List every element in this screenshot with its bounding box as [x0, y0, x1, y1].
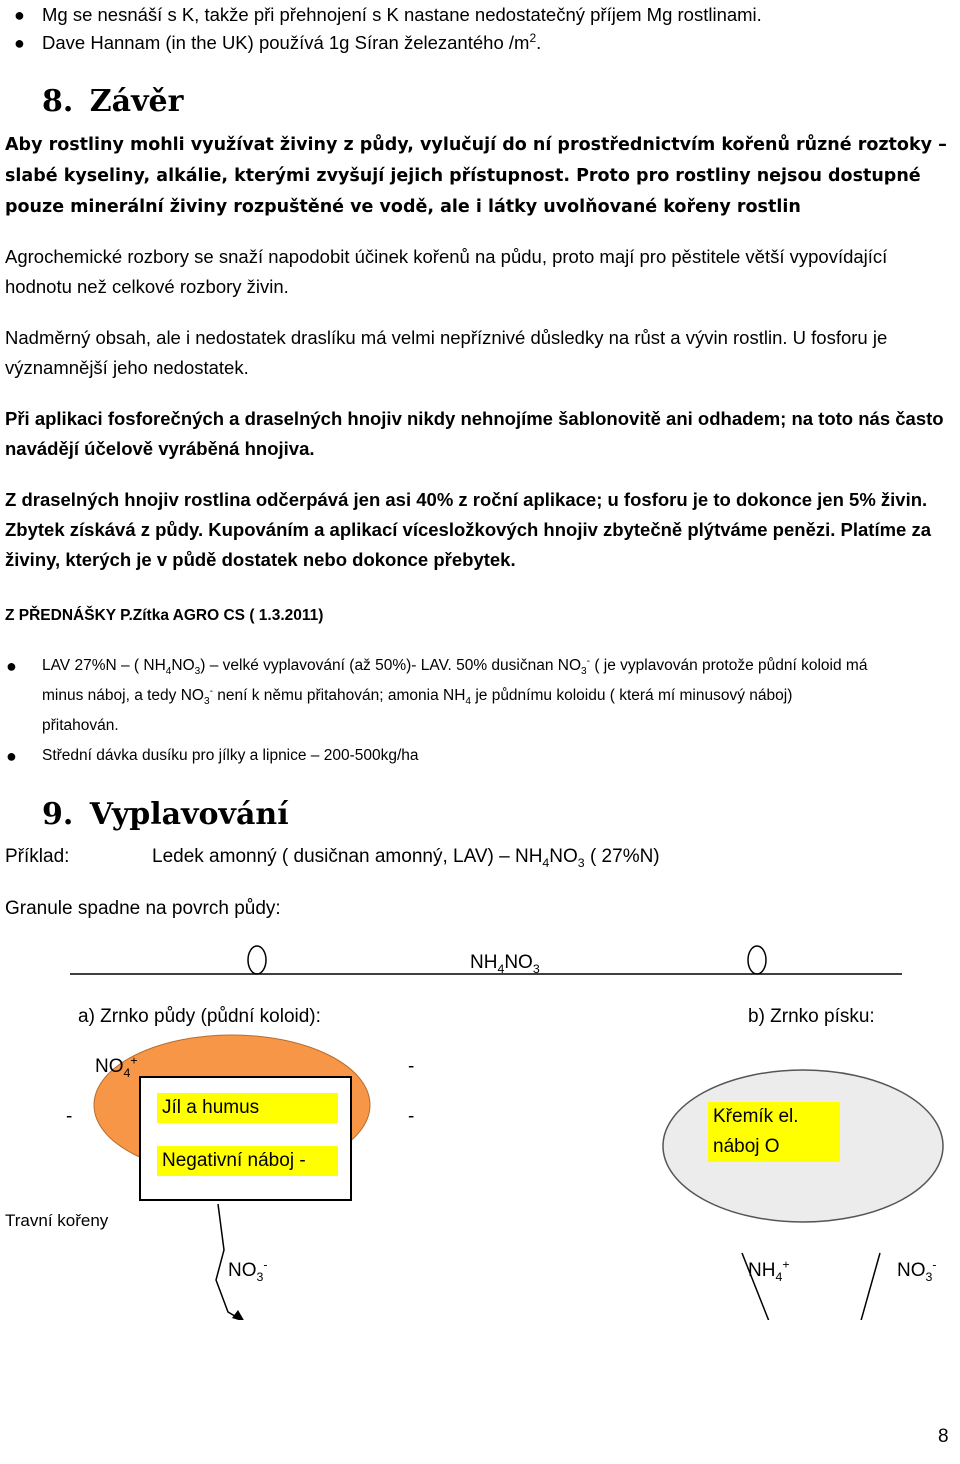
subscript: 4 [542, 855, 550, 870]
page-number: 8 [938, 1426, 949, 1447]
grass-roots-label: Travní kořeny [5, 1211, 109, 1230]
superscript: - [263, 1257, 268, 1272]
superscript: + [130, 1053, 138, 1068]
no4-label [95, 1052, 138, 1082]
section-number: 9. [42, 797, 74, 832]
subscript: 3 [532, 961, 540, 976]
text: minus náboj, a tedy NO [42, 687, 204, 704]
example-text [152, 842, 660, 872]
subscript: 3 [581, 666, 587, 678]
granule-formula [470, 948, 540, 978]
quartz-line-2: náboj O [713, 1136, 780, 1157]
subscript: 3 [194, 666, 201, 678]
granule-circle-right [748, 946, 766, 974]
text: NH [748, 1260, 776, 1281]
subscript: 3 [925, 1269, 933, 1284]
subscript: 4 [465, 696, 472, 708]
text: ( 27%N) [584, 846, 660, 867]
bullet-icon: ● [14, 33, 25, 53]
bullet-icon: ● [6, 746, 17, 766]
subscript: 4 [775, 1269, 783, 1284]
negative-charge-label: Negativní náboj - [157, 1146, 338, 1176]
nh4-label [748, 1256, 790, 1286]
label-b: b) Zrnko písku: [748, 1006, 875, 1027]
text: ( je vyplavován protože půdní koloid má [590, 657, 868, 674]
quartz-label [708, 1102, 840, 1162]
superscript: 2 [529, 30, 537, 45]
superscript: - [209, 685, 213, 697]
text: NO [897, 1260, 926, 1281]
subscript: 3 [203, 696, 210, 708]
no3-label-left [228, 1256, 268, 1286]
section-title: Závěr [89, 84, 184, 119]
subscript: 3 [256, 1269, 264, 1284]
text: NH [470, 952, 498, 973]
example-label: Příklad: [5, 846, 70, 867]
lecture-heading: Z PŘEDNÁŠKY P.Zítka AGRO CS ( 1.3.2011) [5, 607, 324, 624]
paragraph [5, 129, 954, 222]
minus-charge: - [408, 1106, 415, 1127]
text: ) – velké vyplavování (až 50%)- LAV. 50% dusičnan NO [200, 657, 582, 674]
section-heading [42, 795, 289, 835]
granule-text: Granule spadne na povrch půdy: [5, 898, 281, 919]
bullet-text: Střední dávka dusíku pro jílky a lipnice – 200-500kg/ha [42, 747, 419, 764]
superscript: - [586, 655, 591, 667]
text: Ledek amonný ( dusičnan amonný, LAV) – NH [152, 846, 543, 867]
subscript: 4 [123, 1065, 131, 1080]
subscript: 3 [577, 855, 585, 870]
text: není k němu přitahován; amonia NH [212, 687, 466, 704]
minus-charge: - [408, 1056, 415, 1077]
paragraph: Nadměrný obsah, ale i nedostatek draslíku má velmi nepříznivé důsledky na růst a vývin rostlin. U fosforu je významnější jeho nedostatek. [5, 327, 888, 378]
bullet-item [14, 28, 956, 58]
text: NO [549, 846, 578, 867]
paragraph: Agrochemické rozbory se snaží napodobit účinek kořenů na půdu, proto mají pro pěstitele větší vypovídající hodnotu než celkové rozbory živin. [5, 246, 888, 297]
superscript: + [782, 1257, 790, 1272]
text: NO [228, 1260, 257, 1281]
subscript: 4 [497, 961, 505, 976]
lav-line-1 [42, 651, 960, 681]
bullet-icon: ● [14, 5, 25, 25]
root-line-right [855, 1253, 880, 1320]
bullet-text: Mg se nesnáší s K, takže při přehnojení s K nastane nedostatečný příjem Mg rostlinami. [42, 4, 762, 25]
granule-circle-left [248, 946, 266, 974]
section-heading [42, 82, 183, 122]
minus-charge: - [66, 1106, 73, 1127]
text: NO [504, 952, 533, 973]
no3-label-right [897, 1256, 937, 1286]
paragraph-text: Proto pro rostliny nejsou dostupné pouze minerální živiny rozpuštěné ve vodě, ale i látky uvolňované kořeny rostlin [5, 166, 921, 217]
label-a: a) Zrnko půdy (půdní koloid): [78, 1006, 321, 1027]
superscript: - [932, 1257, 937, 1272]
text: LAV 27%N – ( NH [42, 657, 166, 674]
lav-line-3: přitahován. [42, 717, 119, 734]
clay-humus-label: Jíl a humus [157, 1093, 338, 1123]
bullet-text: Dave Hannam (in the UK) používá 1g Síran železantého /m [42, 32, 530, 53]
text: NO [95, 1056, 124, 1077]
bullet-item [14, 0, 956, 30]
quartz-line-1: Křemík el. [713, 1106, 799, 1127]
section-title: Vyplavování [89, 797, 289, 832]
bullet-item [6, 741, 956, 771]
paragraph: Z draselných hnojiv rostlina odčerpává jen asi 40% z roční aplikace; u fosforu je to dokonce jen 5% živin. Zbytek získává z půdy. Kupováním a aplikací vícesložkových hnojiv zbytečně plýtváme penězi. Platíme za živiny, kterých je v půdě dostatek nebo dokonce přebytek. [5, 489, 932, 570]
paragraph: Při aplikaci fosforečných a draselných hnojiv nikdy nehnojíme šablonovitě ani odhadem; na toto nás často navádějí účelově vyráběná hnojiva. [5, 408, 944, 459]
lav-line-2 [42, 681, 960, 711]
bullet-icon: ● [6, 656, 17, 676]
bullet-item [6, 651, 960, 741]
bullet-text: . [536, 32, 542, 53]
paragraph-bold: Aby rostliny mohli využívat živiny z půdy, vylučují do ní prostřednictvím kořenů různé roztoky – slabé kyseliny, alkálie, kterými zvyšují jejich přístupnost. [5, 135, 947, 186]
text: je půdnímu koloidu ( která mí minusový náboj) [471, 687, 793, 704]
text: NO [171, 657, 195, 674]
subscript: 4 [165, 666, 172, 678]
section-number: 8. [42, 84, 74, 119]
